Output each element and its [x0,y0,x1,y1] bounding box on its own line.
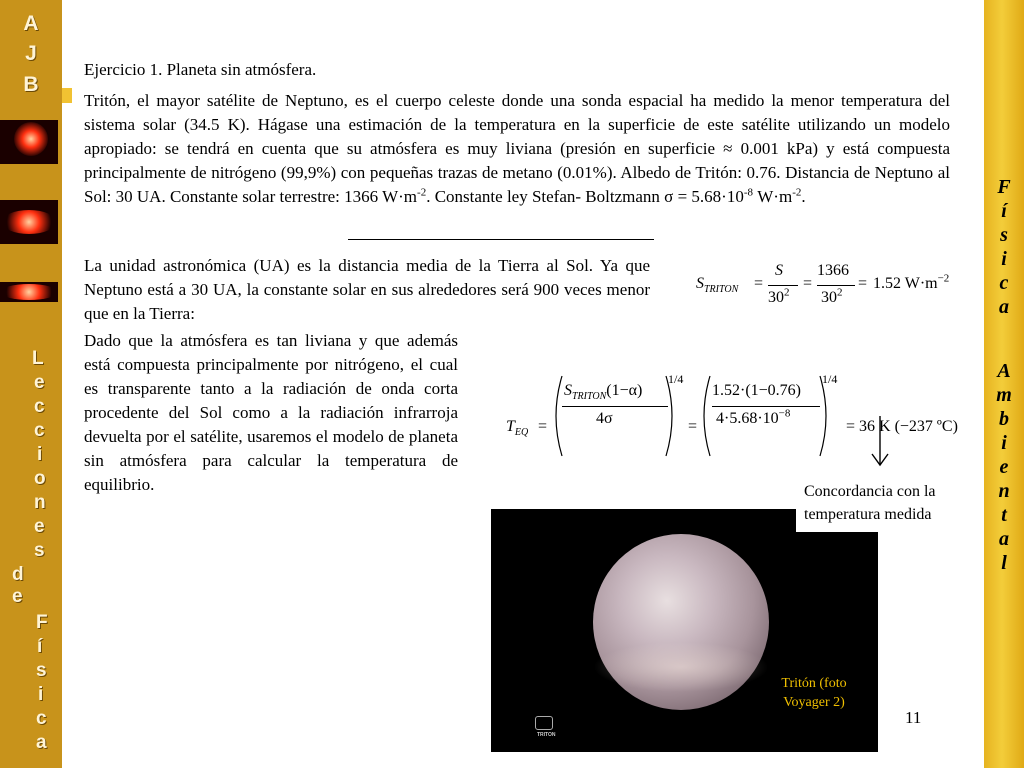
fraction-bar [768,285,798,286]
left-letter: c [36,708,47,729]
statement-text: . [801,187,806,206]
right-letter: s [1000,224,1008,246]
left-letter: s [36,660,47,681]
photo-caption: Tritón (foto Voyager 2) [781,676,847,710]
logo-letter-j: J [25,42,37,65]
left-letter: a [36,732,47,753]
paragraph-astronomical-unit: La unidad astronómica (UA) es la distancia media de la Tierra al Sol. Ya que Neptuno está a 30 UA, la constante solar en sus alrededores será 900 veces menor que en la Tierra: [84,256,650,323]
left-letter: o [34,468,46,489]
eq-result: = 36 K (−237 ºC) [846,418,958,435]
left-letter: e [34,372,45,393]
sidebar-thumbnail-3 [0,282,58,302]
left-sidebar [0,0,62,768]
accent-bar [62,88,72,103]
eq-subscript: TRITON [704,284,739,296]
right-letter: í [1001,200,1007,222]
right-letter: i [1001,432,1007,454]
eq-subscript: TRITON [572,391,607,403]
right-letter: i [1001,248,1007,270]
left-letter: e [12,586,23,607]
eq-denominator: 30 [768,289,784,306]
right-letter: a [999,528,1009,550]
triton-photo [491,509,878,752]
voyager-probe-icon [535,716,553,730]
exercise-statement [84,89,950,209]
right-letter: A [997,360,1011,382]
left-letter: s [34,540,45,561]
eq-denominator: 4σ [596,410,613,427]
left-letter: F [36,612,48,633]
exponent: -2 [792,186,802,199]
right-letter: a [999,296,1009,318]
exponent: -8 [743,186,753,199]
left-letter: c [34,396,45,417]
right-letter: c [999,272,1009,294]
down-arrow-icon [868,416,892,468]
eq-numerator: S [775,262,783,279]
right-letter: n [998,480,1010,502]
right-letter: t [1001,504,1007,526]
separator-line [348,239,654,240]
left-letter: e [34,516,45,537]
annotation-label: Concordancia con la temperatura medida [796,480,976,532]
eq-sign: = [858,275,868,292]
left-letter: i [37,444,43,465]
logo-letter-a: A [23,12,39,35]
photo-label: TRITON [537,732,556,738]
eq-numerator: S [564,382,572,399]
eq-denominator: 30 [821,289,837,306]
eq-numerator: 1366 [817,262,849,279]
eq-sign: = [538,418,548,435]
statement-text: Tritón, el mayor satélite de Neptuno, es el cuerpo celeste donde una sonda espacial ha medido la menor temperatura del sistema solar (34.5 K). Hágase una estimación de la temperatura en la superficie de este satélite utilizando un modelo apropiado: se tendrá en cuenta que su atmósfera es muy liviana (presión en superficie ≈ 0.001 kPa) y está compuesta principalmente de nitrógeno (99,9%) con pequeñas trazas de metano (0.01%). Albedo de Tritón: 0.76. Distancia de Neptuno al Sol: 30 UA. Constante solar terrestre: 1366 W·m [84,91,950,206]
right-letter: b [999,408,1009,430]
eq-exponent: 2 [837,286,843,299]
triton-moon-image [593,534,769,710]
eq-denominator: 4·5.68·10 [716,410,779,427]
eq-exponent: −2 [937,272,950,285]
eq-symbol: T [506,418,515,435]
statement-text: . Constante ley Stefan- Boltzmann σ = 5.68·10 [426,187,744,206]
eq-exponent: 1/4 [822,372,838,386]
exponent: -2 [417,186,427,199]
left-letter: í [37,636,43,657]
statement-text: W·m [753,187,793,206]
eq-sign: = [754,275,764,292]
left-letter: c [34,420,45,441]
eq-numerator-tail: (1−α) [606,382,643,399]
fraction-bar [817,285,855,286]
eq-numerator: 1.52·(1−0.76) [712,382,802,399]
right-letter: e [999,456,1009,478]
fraction-bar [712,406,820,407]
paragraph-model: Dado que la atmósfera es tan liviana y que además está compuesta principalmente por nitrógeno, el cual es transparente tanto a la radiación de onda corta procedente del Sol como a la radiación infrarroja devuelta por el satélite, usaremos el modelo de planeta sin atmósfera para calcular la temperatura de equilibrio. [84,331,458,494]
left-letter: i [38,684,44,705]
logo-letter-b: B [23,73,39,96]
left-letter: d [12,564,24,585]
fraction-bar [562,406,668,407]
eq-sign: = [688,418,698,435]
eq-exponent: 1/4 [668,372,684,386]
eq-exponent: −8 [778,407,791,420]
right-letter: m [996,384,1012,406]
eq-subscript: EQ [514,427,529,439]
left-letter: L [32,348,44,369]
eq-symbol: S [696,275,704,292]
eq-result: 1.52 W·m [873,275,938,292]
right-letter: F [997,176,1011,198]
right-letter: l [1001,552,1007,574]
sidebar-thumbnail-1 [0,120,58,164]
page-number: 11 [905,708,922,727]
exercise-title: Ejercicio 1. Planeta sin atmósfera. [84,60,317,79]
eq-sign: = [803,275,813,292]
eq-exponent: 2 [784,286,790,299]
sidebar-thumbnail-2 [0,200,58,244]
left-letter: n [34,492,46,513]
